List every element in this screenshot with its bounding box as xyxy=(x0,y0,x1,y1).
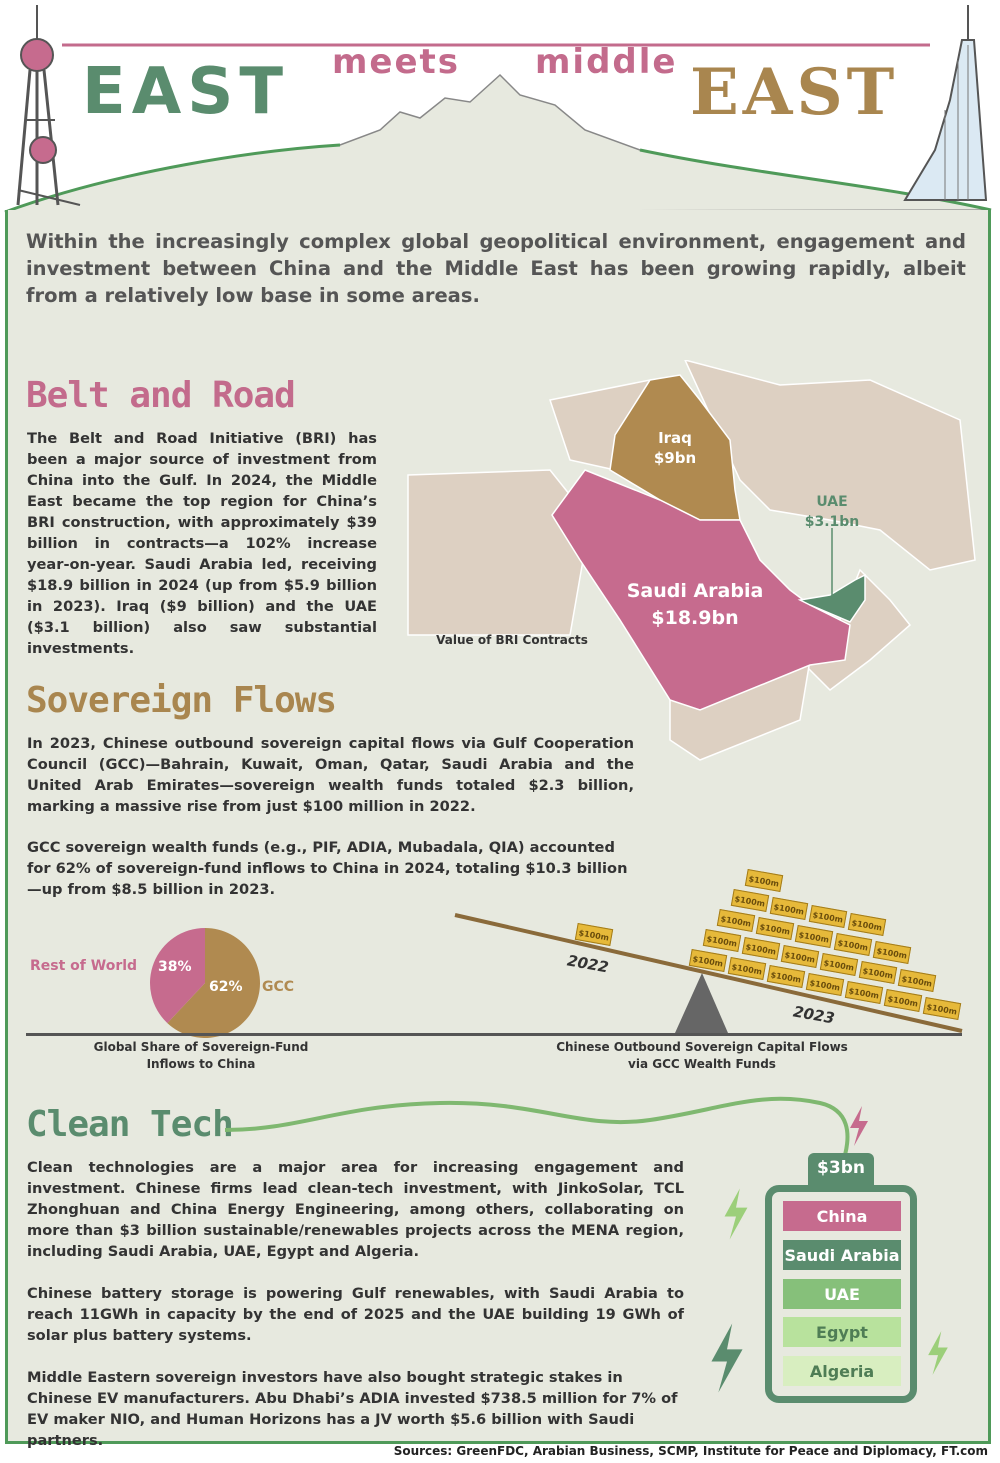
gold-bar: $100m xyxy=(834,933,872,956)
seesaw-caption-line1: Chinese Outbound Sovereign Capital Flows xyxy=(556,1040,848,1054)
pie-caption-line1: Global Share of Sovereign-Fund xyxy=(93,1040,309,1054)
seesaw-fulcrum xyxy=(675,973,728,1033)
gold-bar: $100m xyxy=(717,909,755,932)
gold-bar: $100m xyxy=(703,929,741,952)
title-middle: middle xyxy=(535,42,678,82)
gold-bar: $100m xyxy=(884,989,922,1012)
title-east-left: EAST xyxy=(82,55,289,129)
battery-label: $3bn xyxy=(817,1158,865,1178)
gold-bar: $100m xyxy=(923,997,961,1020)
year-2022-label: 2022 xyxy=(565,951,610,977)
belt-road-body: The Belt and Road Initiative (BRI) has been a major source of investment from China into the Gulf. In 2024, the Middle East became the top region for China’s BRI construction, with approximately $39 billion in contracts—a 102% increase year-on-year. Saudi Arabia led, receiving $18.9 billion in 2024 (up from $5.9 billion in 2023). Iraq ($9 billion) and the UAE ($3.1 billion) also saw substantial investments. xyxy=(27,430,377,657)
uae-label: UAE xyxy=(816,494,848,510)
gold-bar: $100m xyxy=(731,889,769,912)
pie-caption-line2: Inflows to China xyxy=(146,1057,256,1071)
gold-bar: $100m xyxy=(742,937,780,960)
gold-bar: $100m xyxy=(845,981,883,1004)
cleantech-heading: Clean Tech xyxy=(26,1104,233,1145)
battery-bar-algeria: Algeria xyxy=(783,1356,901,1386)
iraq-label: Iraq xyxy=(658,429,692,447)
gold-bar: $100m xyxy=(770,897,808,920)
oriental-pearl-tower-icon xyxy=(18,5,80,205)
sovereign-pie-chart xyxy=(140,918,270,1048)
pie-legend-rest: Rest of World xyxy=(30,958,138,974)
pie-label-rest: 38% xyxy=(158,959,192,975)
cable-graphic xyxy=(220,1085,880,1165)
gold-bar: $100m xyxy=(689,949,727,972)
lightning-icon xyxy=(722,1187,750,1241)
battery-bar-china: China xyxy=(783,1201,901,1231)
gold-bar: $100m xyxy=(848,913,886,936)
cleantech-body-2: Chinese battery storage is powering Gulf renewables, with Saudi Arabia to reach 11GWh in capacity by the end of 2025 and the UAE building 19 GWh of solar plus battery systems. xyxy=(27,1285,684,1344)
sources-text: Sources: GreenFDC, Arabian Business, SCMP, Institute for Peace and Diplomacy, FT.com xyxy=(393,1444,988,1458)
sovereign-body-1: In 2023, Chinese outbound sovereign capital flows via Gulf Cooperation Council (GCC)—Bahrain, Kuwait, Oman, Qatar, Saudi Arabia and the United Arab Emirates—sovereign wealth funds totaled $2.3 billion, marking a massive rise from just $100 million in 2022. xyxy=(27,735,634,815)
battery-bar-uae: UAE xyxy=(783,1279,901,1309)
uae-value: $3.1bn xyxy=(804,514,860,530)
saudi-label: Saudi Arabia xyxy=(626,580,764,602)
gold-bar: $100m xyxy=(575,923,613,946)
title-east-right: EAST xyxy=(690,55,899,130)
year-2023-label: 2023 xyxy=(791,1002,836,1028)
gold-bar: $100m xyxy=(767,965,805,988)
gold-bar: $100m xyxy=(781,945,819,968)
gold-bar: $100m xyxy=(873,941,911,964)
lightning-icon xyxy=(848,1106,870,1146)
battery-bar-saudi-arabia: Saudi Arabia xyxy=(783,1240,901,1270)
gold-bar: $100m xyxy=(898,969,936,992)
gold-bar: $100m xyxy=(728,957,766,980)
belt-road-heading: Belt and Road xyxy=(26,375,295,416)
bri-map xyxy=(400,360,990,780)
gold-bar: $100m xyxy=(806,973,844,996)
lightning-icon xyxy=(708,1322,746,1394)
pie-legend-gcc: GCC xyxy=(262,979,295,995)
intro-text: Within the increasingly complex global geopolitical environment, engagement and investment between China and the Middle East has been growing rapidly, albeit from a relatively low base in some areas. xyxy=(26,230,966,307)
map-caption: Value of BRI Contracts xyxy=(436,633,588,647)
gold-bar: $100m xyxy=(809,905,847,928)
saudi-value: $18.9bn xyxy=(651,607,739,629)
seesaw-caption-line2: via GCC Wealth Funds xyxy=(628,1057,776,1071)
gold-bar: $100m xyxy=(820,953,858,976)
pie-label-gcc: 62% xyxy=(209,979,243,995)
sovereign-heading: Sovereign Flows xyxy=(26,680,337,721)
title-meets: meets xyxy=(332,42,461,82)
lightning-icon xyxy=(926,1328,950,1378)
gold-bar: $100m xyxy=(745,869,783,892)
sovereign-body-2: GCC sovereign wealth funds (e.g., PIF, ADIA, Mubadala, QIA) accounted for 62% of sovereign-fund inflows to China in 2024, totaling $10.3 billion—up from $8.5 billion in 2023. xyxy=(27,839,628,898)
gold-bar: $100m xyxy=(795,925,833,948)
iraq-value: $9bn xyxy=(653,449,697,467)
cleantech-body-1: Clean technologies are a major area for increasing engagement and investment. Chinese firms lead clean-tech investment, with JinkoSolar, TCL Zhonghuan and China Energy Engineering, among others, collaborating on more than $3 billion sustainable/renewables projects across the MENA region, including Saudi Arabia, UAE, Egypt and Algeria. xyxy=(27,1159,684,1260)
gold-bar: $100m xyxy=(756,917,794,940)
gold-bar: $100m xyxy=(859,961,897,984)
cleantech-body-3: Middle Eastern sovereign investors have also bought strategic stakes in Chinese EV manufacturers. Abu Dhabi’s ADIA invested $738.5 million for 7% of EV maker NIO, and Human Horizons has a JV worth $5.6 billion with Saudi partners. xyxy=(27,1369,678,1449)
battery-bar-egypt: Egypt xyxy=(783,1317,901,1347)
burj-khalifa-icon xyxy=(905,5,986,200)
